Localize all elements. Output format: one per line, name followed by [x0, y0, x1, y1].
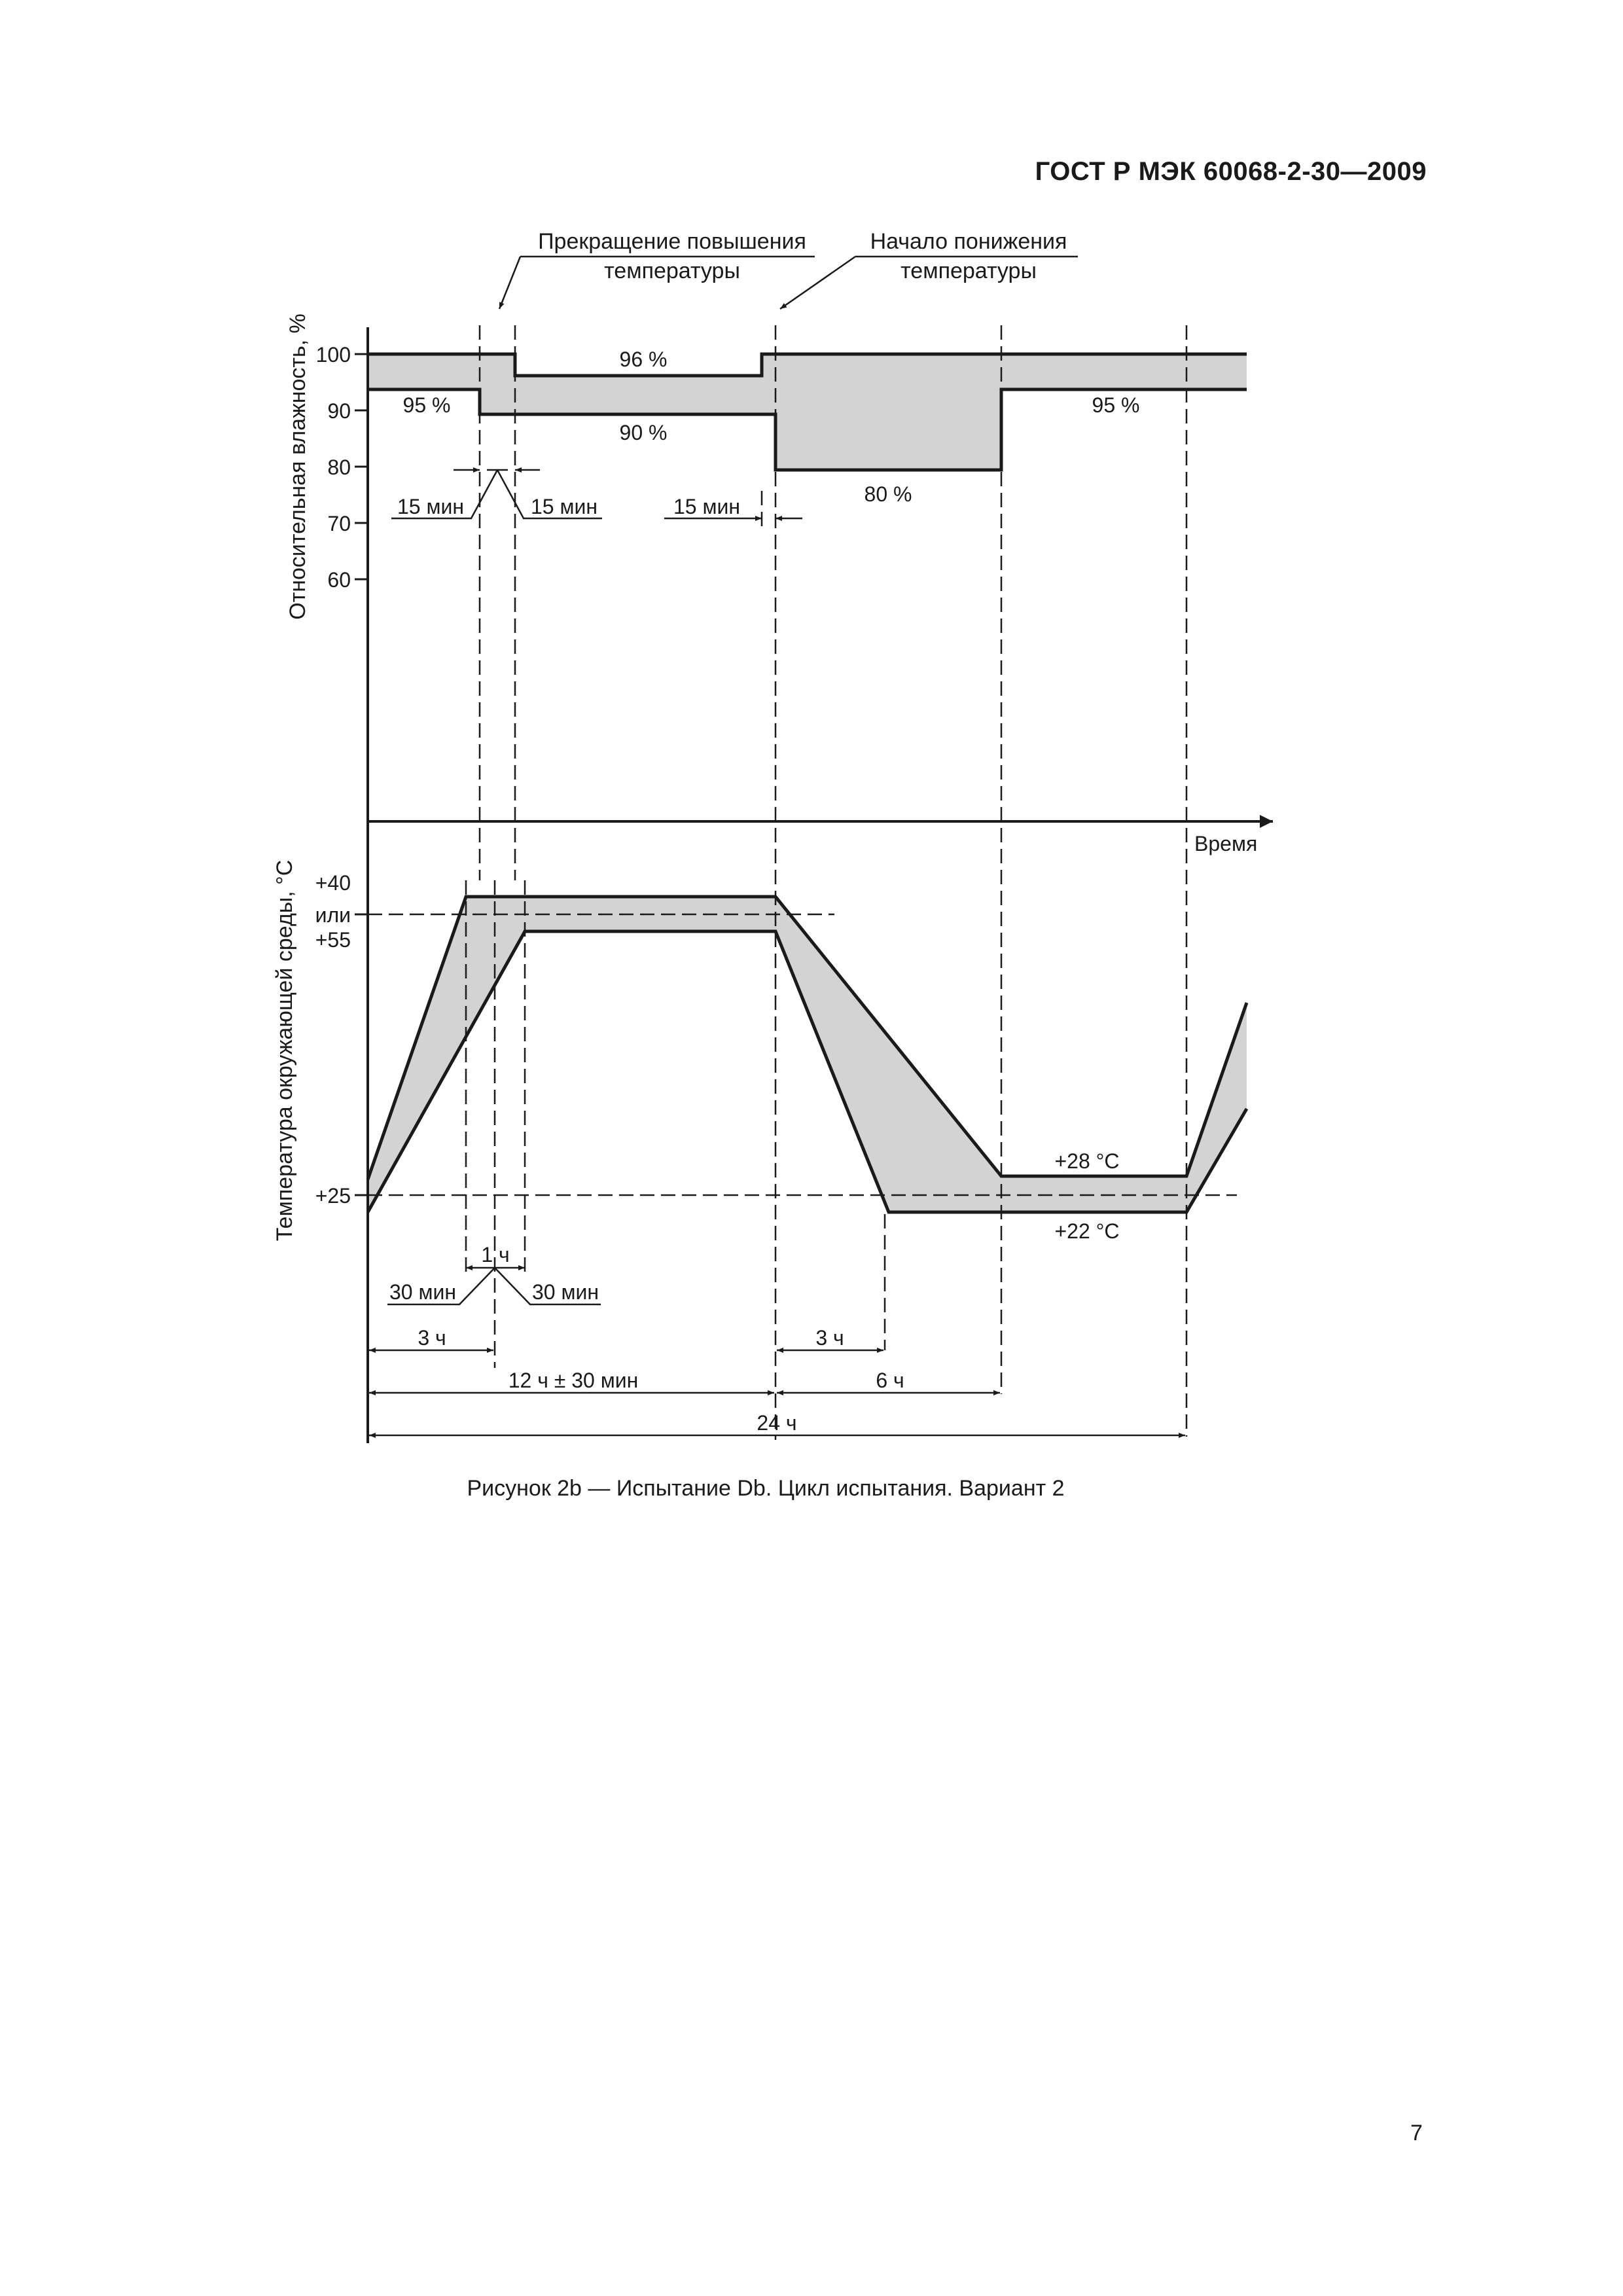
figure-caption: Рисунок 2b — Испытание Db. Цикл испытания. Вариант 2 [467, 1476, 1065, 1501]
humidity-tick-80: 80 [327, 456, 351, 479]
time-axis-label: Время [1194, 832, 1258, 855]
dim-15min-c: 15 мин [673, 495, 741, 518]
svg-text:Прекращение повышения: Прекращение повышения [538, 229, 806, 254]
rh-80-label: 80 % [864, 482, 912, 506]
rh-95-right-label: 95 % [1092, 393, 1140, 417]
dim-3h-b: 3 ч [815, 1326, 844, 1350]
annotation-start-cooling [780, 229, 1078, 309]
svg-text:температуры: температуры [901, 259, 1037, 283]
standard-id: ГОСТ Р МЭК 60068-2-30—2009 [1035, 157, 1427, 186]
humidity-ticks [355, 354, 368, 579]
svg-text:температуры: температуры [604, 259, 740, 283]
humidity-tick-70: 70 [327, 512, 351, 535]
reference-lines [368, 325, 1237, 1440]
rh-90-label: 90 % [619, 421, 668, 444]
temperature-tick-or: или [315, 903, 351, 927]
dim-30min-a: 30 мин [389, 1280, 457, 1304]
dim-1h: 1 ч [481, 1243, 510, 1266]
dim-3h-a: 3 ч [418, 1326, 446, 1350]
dim-15min-a: 15 мин [397, 495, 465, 518]
dim-24h: 24 ч [757, 1411, 797, 1435]
svg-text:Начало понижения: Начало понижения [870, 229, 1067, 254]
humidity-tick-60: 60 [327, 568, 351, 592]
temperature-ticks [355, 914, 368, 1195]
humidity-tick-90: 90 [327, 399, 351, 423]
temp-28-label: +28 °C [1054, 1149, 1120, 1173]
dim-6h: 6 ч [876, 1369, 904, 1392]
dim-15min-b: 15 мин [530, 495, 598, 518]
humidity-axis-label: Относительная влажность, % [285, 314, 310, 620]
page-number: 7 [1410, 2121, 1423, 2145]
rh-95-left-label: 95 % [402, 393, 451, 417]
temperature-tick-55: +55 [315, 928, 351, 952]
humidity-tick-100: 100 [315, 343, 351, 367]
dim-30min-b: 30 мин [531, 1280, 599, 1304]
temp-22-label: +22 °C [1054, 1219, 1120, 1243]
temperature-tick-40: +40 [315, 871, 351, 895]
temperature-axis-label: Температура окружающей среды, °C [272, 859, 297, 1242]
rh-96-label: 96 % [619, 348, 668, 371]
temperature-tick-25: +25 [315, 1184, 351, 1208]
annotation-stop-heating [499, 229, 815, 309]
dim-12h: 12 ч ± 30 мин [508, 1369, 639, 1392]
